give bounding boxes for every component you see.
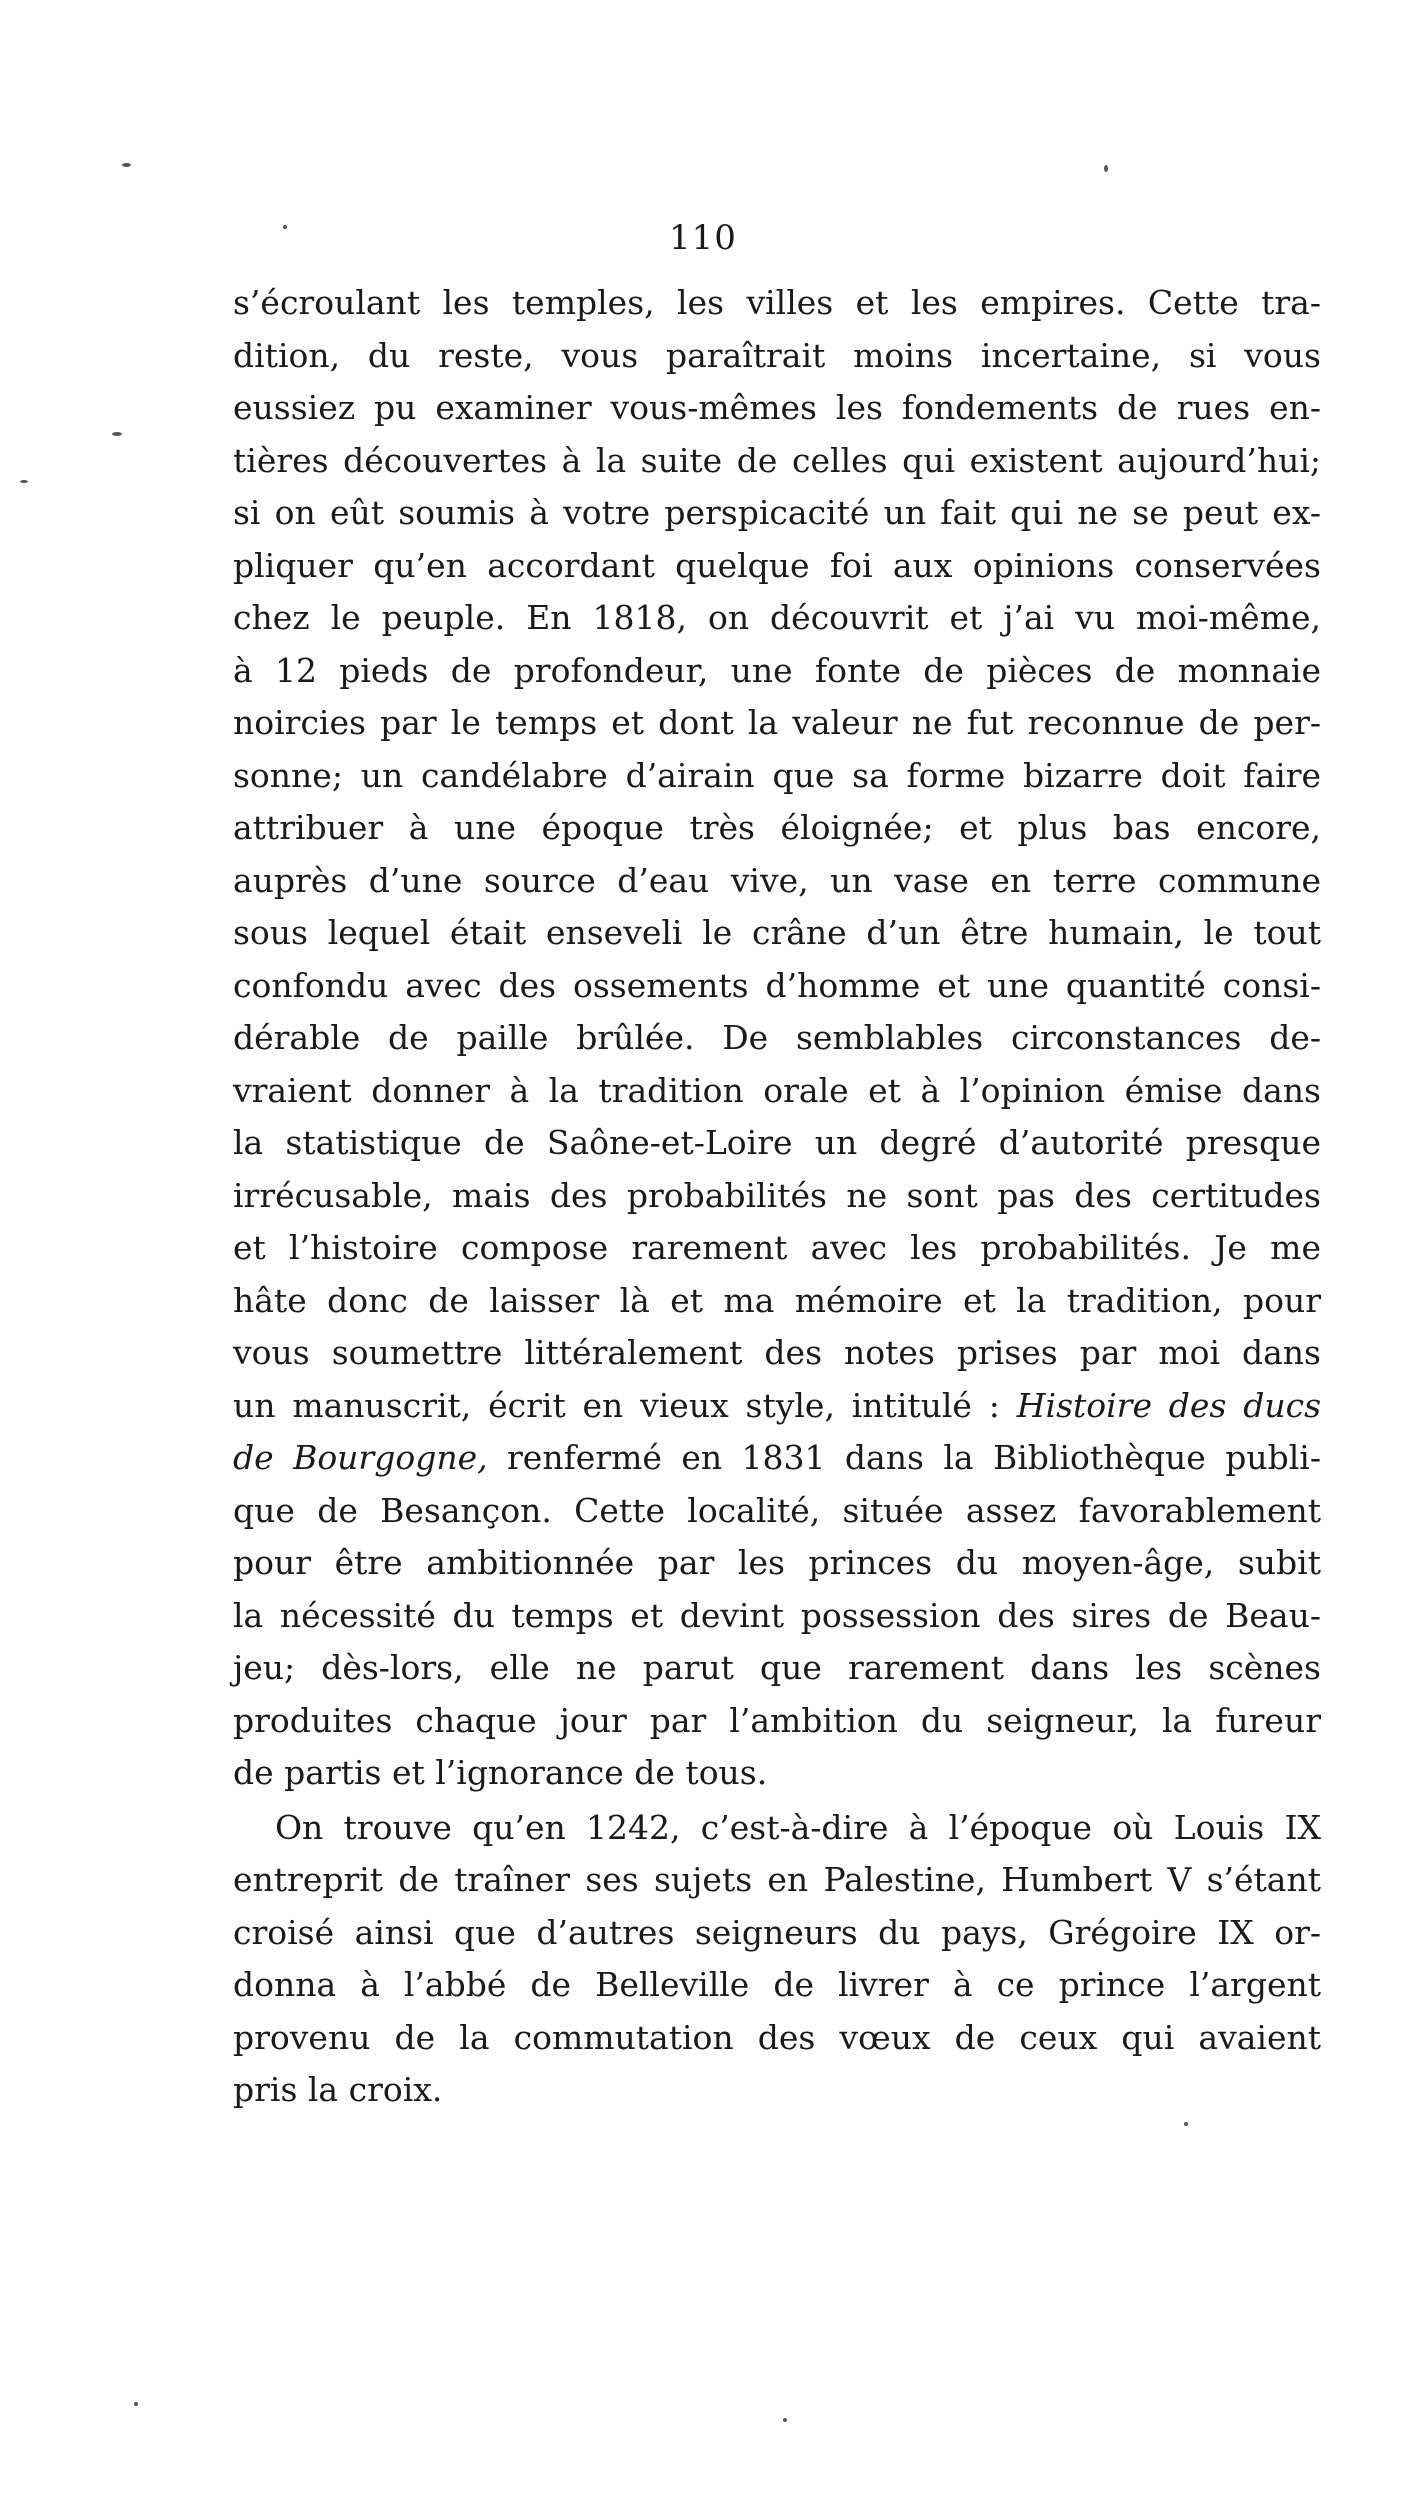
page-number: 110 (669, 218, 737, 258)
text-line: la nécessité du temps et devint possession des sires de Beau- (233, 1595, 1321, 1635)
text-line: irrécusable, mais des probabilités ne sont pas des certitudes (233, 1175, 1321, 1215)
text-line: produites chaque jour par l’ambition du seigneur, la fureur (233, 1700, 1321, 1740)
text-line: pliquer qu’en accordant quelque foi aux opinions conservées (233, 545, 1321, 585)
text-line: entreprit de traîner ses sujets en Palestine, Humbert V s’étant (233, 1860, 1321, 1899)
text-run: un manuscrit, écrit en vieux style, intitulé : (233, 1385, 1000, 1425)
text-line (233, 1380, 1321, 1433)
text-line: à 12 pieds de profondeur, une fonte de pièces de monnaie (233, 650, 1321, 690)
text-line: auprès d’une source d’eau vive, un vase en terre commune (233, 860, 1321, 900)
text-line: attribuer à une époque très éloignée; et plus bas encore, (233, 808, 1321, 847)
text-line: tières découvertes à la suite de celles qui existent aujourd’hui; (233, 440, 1321, 480)
text-line: jeu; dès-lors, elle ne parut que rarement dans les scènes (233, 1648, 1321, 1687)
text-line: On trouve qu’en 1242, c’est-à-dire à l’époque où Louis IX (275, 1807, 1321, 1847)
text-line: s’écroulant les temples, les villes et les empires. Cette tra- (233, 283, 1321, 322)
text-line: sonne; un candélabre d’airain que sa forme bizarre doit faire (233, 755, 1321, 795)
text-line: si on eût soumis à votre perspicacité un fait qui ne se peut ex- (233, 493, 1321, 532)
text-line: vous soumettre littéralement des notes prises par moi dans (233, 1333, 1321, 1372)
paragraph (233, 277, 1321, 1800)
text-line: vraient donner à la tradition orale et à l’opinion émise dans (233, 1070, 1321, 1110)
text-line: donna à l’abbé de Belleville de livrer à ce prince l’argent (233, 1965, 1321, 2004)
text-line: noircies par le temps et dont la valeur ne fut reconnue de per- (233, 703, 1321, 742)
scan-speck (783, 2418, 787, 2422)
book-title: Histoire des ducs (1016, 1385, 1321, 1425)
text-line: provenu de la commutation des vœux de ceux qui avaient (233, 2017, 1321, 2057)
text-line: pris la croix. (233, 2070, 443, 2109)
text-line: confondu avec des ossements d’homme et une quantité consi- (233, 965, 1321, 1005)
text-line: de partis et l’ignorance de tous. (233, 1753, 768, 1792)
text-line: hâte donc de laisser là et ma mémoire et la tradition, pour (233, 1280, 1321, 1320)
text-line: pour être ambitionnée par les princes du moyen-âge, subit (233, 1543, 1321, 1582)
book-title: de Bourgogne, (233, 1438, 488, 1477)
text-line: que de Besançon. Cette localité, située assez favorablement (233, 1490, 1321, 1530)
scan-speck (112, 432, 122, 436)
text-line: eussiez pu examiner vous-mêmes les fondements de rues en- (233, 388, 1321, 427)
paragraph (233, 1802, 1321, 2117)
body-text (233, 277, 1321, 2117)
text-line: sous lequel était enseveli le crâne d’un être humain, le tout (233, 913, 1321, 952)
scan-speck (122, 163, 131, 167)
text-run: renfermé en 1831 dans la Bibliothèque publi- (507, 1438, 1321, 1477)
text-line: la statistique de Saône-et-Loire un degré d’autorité presque (233, 1123, 1321, 1162)
scan-speck (1104, 165, 1108, 172)
text-line: et l’histoire compose rarement avec les probabilités. Je me (233, 1228, 1321, 1267)
scan-speck (20, 480, 28, 483)
scan-speck (1184, 2122, 1188, 2126)
text-line: chez le peuple. En 1818, on découvrit et j’ai vu moi-même, (233, 598, 1321, 637)
text-line: croisé ainsi que d’autres seigneurs du pays, Grégoire IX or- (233, 1912, 1321, 1952)
scan-speck (134, 2402, 138, 2406)
text-line: dition, du reste, vous paraîtrait moins incertaine, si vous (233, 335, 1321, 375)
text-line (233, 1432, 1321, 1485)
text-line: dérable de paille brûlée. De semblables circonstances de- (233, 1018, 1321, 1057)
